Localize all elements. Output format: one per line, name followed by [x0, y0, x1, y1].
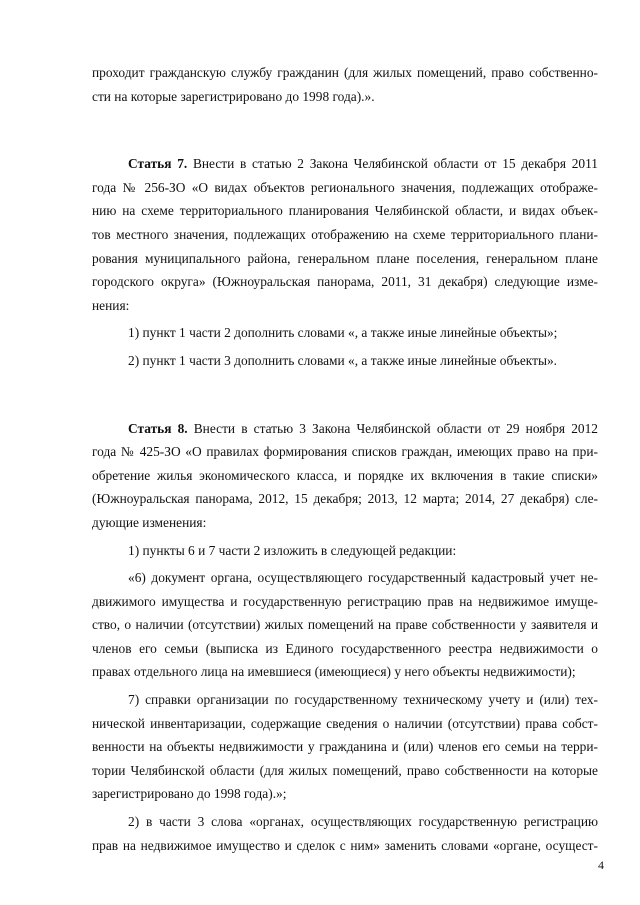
article-8-line-1: [92, 417, 598, 441]
article-8-line-2: года № 425-ЗО «О правилах формирования списков граждан, имеющих право на при-: [92, 444, 598, 460]
article-7-label: Статья 7.: [128, 156, 188, 172]
point-6-line-3: ство, о наличии (отсутствии) жилых помещений на праве собственности у заявителя и: [92, 617, 598, 633]
spacer: [92, 108, 598, 152]
article-7-line-1-text: Внести в статью 2 Закона Челябинской области от 15 декабря 2011: [187, 156, 598, 172]
article-8-label: Статья 8.: [128, 420, 188, 436]
spacer: [92, 373, 598, 417]
point-7-line-3: венности на объекты недвижимости у гражданина и (или) членов его семьи на терри-: [92, 739, 598, 755]
article-8-item-2-line-2: прав на недвижимое имущество и сделок с ним» заменить словами «органе, осущест-: [92, 837, 598, 853]
article-7-item-1: 1) пункт 1 части 2 дополнить словами «, а также иные линейные объекты»;: [128, 325, 558, 341]
point-6-line-1: «6) документ органа, осуществляющего государственный кадастровый учет не-: [128, 570, 598, 586]
article-8-line-5: дующие изменения:: [92, 514, 207, 530]
point-7-line-4: тории Челябинской области (для жилых помещений, право собственности на которые: [92, 762, 598, 778]
point-7-line-2: нической инвентаризации, содержащие сведения о наличии (отсутствии) права собст-: [92, 715, 598, 731]
article-7-line-6: городского округа» (Южноуральская панорама, 2011, 31 декабря) следующие изме-: [92, 274, 598, 290]
article-8-item-2-line-1: 2) в части 3 слова «органах, осуществляющих государственную регистрацию: [128, 814, 598, 830]
article-8-line-1-text: Внести в статью 3 Закона Челябинской области от 29 ноября 2012: [187, 420, 598, 436]
article-8-item-1: 1) пункты 6 и 7 части 2 изложить в следующей редакции:: [128, 542, 457, 558]
article-7-line-4: тов местного значения, подлежащих отображению на схеме территориального плани-: [92, 226, 598, 242]
point-6-line-2: движимого имущества и государственную регистрацию прав на недвижимое имуще-: [92, 593, 598, 609]
article-8-line-4: (Южноуральская панорама, 2012, 15 декабря; 2013, 12 марта; 2014, 27 декабря) сле-: [92, 491, 598, 507]
point-6-line-4: членов его семьи (выписка из Единого государственного реестра недвижимости о: [92, 640, 598, 656]
top-paragraph-line-2: сти на которые зарегистрировано до 1998 года).».: [92, 88, 375, 104]
page-number: 4: [598, 858, 604, 872]
point-7-line-1: 7) справки организации по государственному техническому учету и (или) тех-: [128, 692, 598, 708]
article-7-line-2: года № 256-ЗО «О видах объектов регионального значения, подлежащих отображе-: [92, 179, 598, 195]
article-7-line-7: нения:: [92, 297, 130, 313]
document-page: [92, 61, 598, 857]
article-8-line-3: обретение жилья экономического класса, и порядке их включения в такие списки»: [92, 467, 598, 483]
article-7-line-1: [92, 152, 598, 176]
point-6-line-5: правах отдельного лица на имевшиеся (имеющиеся) у него объекты недвижимости);: [92, 664, 576, 680]
top-paragraph-line-1: проходит гражданскую службу гражданин (для жилых помещений, право собственно-: [92, 65, 598, 80]
article-7-line-5: рования муниципального района, генеральном плане поселения, генеральном плане: [92, 250, 598, 266]
article-7-item-2: 2) пункт 1 части 3 дополнить словами «, а также иные линейные объекты».: [128, 352, 558, 368]
point-7-line-5: зарегистрировано до 1998 года).»;: [92, 786, 287, 802]
article-7-line-3: нию на схеме территориального планирования Челябинской области, и видах объек-: [92, 203, 598, 219]
